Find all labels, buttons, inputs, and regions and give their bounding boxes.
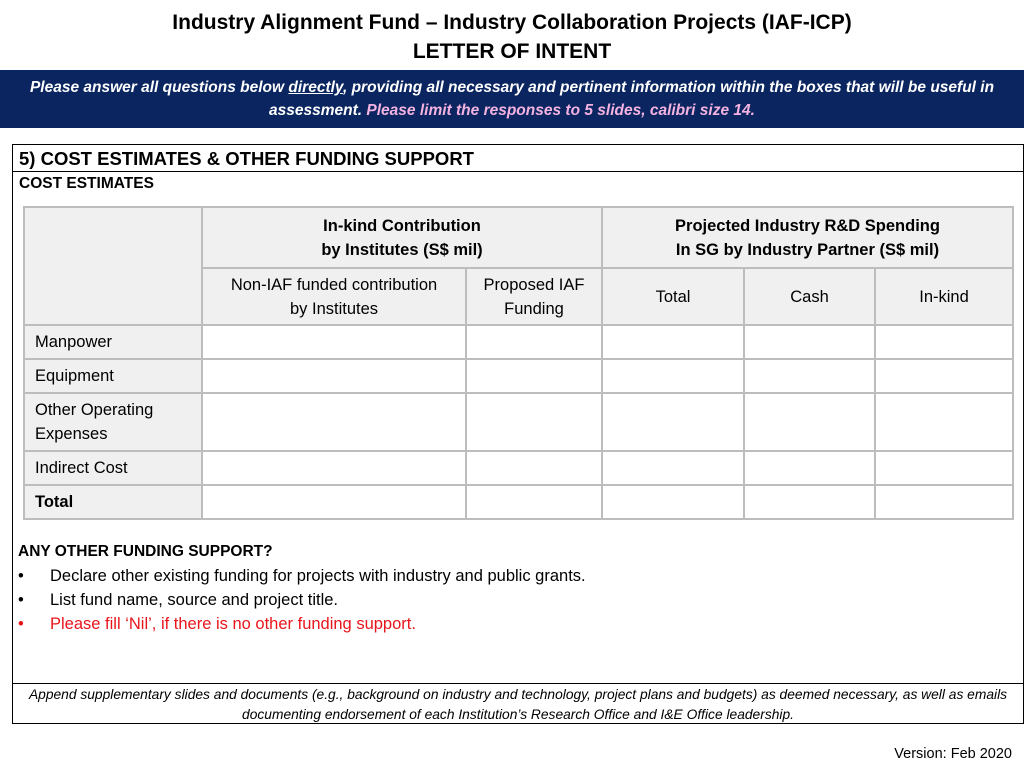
cell-ooe-cash[interactable] <box>744 393 875 451</box>
cell-ooe-inkind[interactable] <box>875 393 1013 451</box>
cost-estimates-heading: COST ESTIMATES <box>19 175 154 192</box>
cell-equipment-non-iaf[interactable] <box>202 359 466 393</box>
cell-total-total[interactable] <box>602 485 744 519</box>
list-item-text: Declare other existing funding for projects with industry and public grants. <box>50 567 586 585</box>
list-item <box>18 588 1008 612</box>
other-funding-section <box>18 540 1008 636</box>
col-header-non-iaf <box>202 268 466 325</box>
banner-text-part1: Please answer all questions below <box>29 79 289 96</box>
col-header-non-iaf-line2: by Institutes <box>289 299 379 318</box>
cell-indirect-cash[interactable] <box>744 451 875 485</box>
cell-equipment-proposed-iaf[interactable] <box>466 359 602 393</box>
cell-ooe-non-iaf[interactable] <box>202 393 466 451</box>
table-row-other-operating-expenses <box>24 393 1013 451</box>
cell-total-non-iaf[interactable] <box>202 485 466 519</box>
cell-manpower-proposed-iaf[interactable] <box>466 325 602 359</box>
group-header-industry-line1: Projected Industry R&D Spending <box>675 216 940 235</box>
cell-indirect-total[interactable] <box>602 451 744 485</box>
list-item-text: List fund name, source and project title. <box>50 591 338 609</box>
document-title <box>0 8 1024 66</box>
row-label-total: Total <box>24 485 202 519</box>
col-header-proposed-line1: Proposed IAF <box>483 275 585 294</box>
cell-equipment-total[interactable] <box>602 359 744 393</box>
list-item <box>18 564 1008 588</box>
col-header-cash: Cash <box>744 268 875 325</box>
col-header-inkind: In-kind <box>875 268 1013 325</box>
row-label-equipment: Equipment <box>24 359 202 393</box>
cell-ooe-proposed-iaf[interactable] <box>466 393 602 451</box>
cell-indirect-proposed-iaf[interactable] <box>466 451 602 485</box>
col-header-non-iaf-line1: Non-IAF funded contribution <box>230 275 438 294</box>
cell-total-cash[interactable] <box>744 485 875 519</box>
cell-ooe-total[interactable] <box>602 393 744 451</box>
table-corner-cell <box>24 207 202 325</box>
title-line-2: LETTER OF INTENT <box>412 40 612 63</box>
row-label-other-operating-expenses <box>24 393 202 451</box>
col-header-proposed-line2: Funding <box>504 299 564 318</box>
cell-manpower-cash[interactable] <box>744 325 875 359</box>
title-line-1: Industry Alignment Fund – Industry Collaboration Projects (IAF-ICP) <box>172 11 852 34</box>
row-label-manpower: Manpower <box>24 325 202 359</box>
banner-underlined-word: directly <box>288 79 343 96</box>
banner-highlight: Please limit the responses to 5 slides, calibri size 14. <box>366 102 755 119</box>
cell-manpower-inkind[interactable] <box>875 325 1013 359</box>
version-label: Version: Feb 2020 <box>894 746 1012 762</box>
group-header-inkind <box>202 207 602 268</box>
banner-text-part2: , providing all necessary and pertinent information within the boxes that will be useful in assessment. <box>269 79 995 119</box>
table-row-manpower <box>24 325 1013 359</box>
table-row-equipment <box>24 359 1013 393</box>
row-label-indirect-cost: Indirect Cost <box>24 451 202 485</box>
cell-total-proposed-iaf[interactable] <box>466 485 602 519</box>
cell-indirect-non-iaf[interactable] <box>202 451 466 485</box>
bullet-icon: • <box>18 591 24 609</box>
list-item-text: Please fill ‘Nil’, if there is no other funding support. <box>50 615 416 633</box>
cell-equipment-cash[interactable] <box>744 359 875 393</box>
bullet-icon: • <box>18 615 24 633</box>
cell-equipment-inkind[interactable] <box>875 359 1013 393</box>
row-label-other-operating-line2: Expenses <box>35 425 108 443</box>
cell-manpower-total[interactable] <box>602 325 744 359</box>
col-header-proposed-iaf <box>466 268 602 325</box>
instruction-banner <box>0 70 1024 128</box>
other-funding-heading: ANY OTHER FUNDING SUPPORT? <box>18 543 273 560</box>
row-label-other-operating-line1: Other Operating <box>35 401 154 419</box>
table-row-indirect-cost <box>24 451 1013 485</box>
other-funding-list <box>18 564 1008 636</box>
list-item-warning <box>18 612 1008 636</box>
table-row-total <box>24 485 1013 519</box>
group-header-industry-line2: In SG by Industry Partner (S$ mil) <box>675 240 940 259</box>
cell-manpower-non-iaf[interactable] <box>202 325 466 359</box>
col-header-total: Total <box>602 268 744 325</box>
bullet-icon: • <box>18 567 24 585</box>
cell-indirect-inkind[interactable] <box>875 451 1013 485</box>
section-heading: 5) COST ESTIMATES & OTHER FUNDING SUPPORT <box>13 145 1023 172</box>
group-header-inkind-line2: by Institutes (S$ mil) <box>321 240 483 259</box>
group-header-industry <box>602 207 1013 268</box>
cell-total-inkind[interactable] <box>875 485 1013 519</box>
footer-note: Append supplementary slides and documents (e.g., background on industry and technology, project plans and budgets) as deemed necessary, as well as emails documenting endorsement of each Institution’s Research Office and I&E Office leadership. <box>12 683 1024 724</box>
group-header-inkind-line1: In-kind Contribution <box>323 216 481 235</box>
cost-estimates-table <box>23 206 1014 520</box>
